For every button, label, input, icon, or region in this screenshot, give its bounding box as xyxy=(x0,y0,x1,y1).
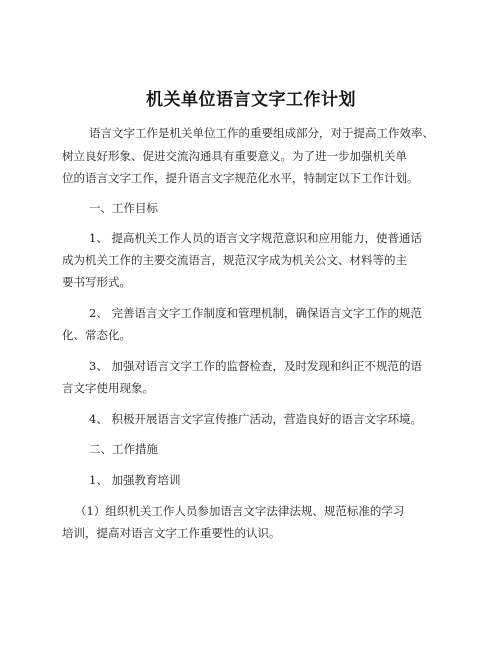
measure-1-heading: 1、 加强教育培训 xyxy=(89,473,181,487)
goal-4-line-1: 4、 积极开展语言文字宣传推广活动，营造良好的语言文字环境。 xyxy=(89,412,422,426)
intro-line-2: 树立良好形象、促进交流沟通具有重要意义。为了进一步加强机关单 xyxy=(62,149,407,163)
goal-1-line-1: 1、 提高机关工作人员的语言文字规范意识和应用能力，使普通话 xyxy=(89,231,422,245)
goal-1-line-2: 成为机关工作的主要交流语言，规范汉字成为机关公文、材料等的主 xyxy=(62,253,407,267)
goal-2-line-1: 2、 完善语言文字工作制度和管理机制，确保语言文字工作的规范 xyxy=(89,306,422,320)
goal-1-line-3: 要书写形式。 xyxy=(62,275,131,289)
goal-3-line-2: 言文字使用现象。 xyxy=(62,381,154,395)
document-title: 机关单位语言文字工作计划 xyxy=(146,90,356,110)
intro-line-1: 语言文字工作是机关单位工作的重要组成部分，对于提高工作效率、 xyxy=(89,126,434,140)
goal-3-line-1: 3、 加强对语言文字工作的监督检查，及时发现和纠正不规范的语 xyxy=(89,359,422,373)
intro-line-3: 位的语言文字工作，提升语言文字规范化水平，特制定以下工作计划。 xyxy=(62,171,419,185)
measure-1-1-line-1: （1）组织机关工作人员参加语言文字法律法规、规范标准的学习 xyxy=(75,504,405,518)
section-heading-goals: 一、工作目标 xyxy=(89,201,158,215)
measure-1-1-line-2: 培训，提高对语言文字工作重要性的认识。 xyxy=(62,526,281,540)
section-heading-measures: 二、工作措施 xyxy=(89,442,158,456)
goal-2-line-2: 化、常态化。 xyxy=(62,328,131,342)
